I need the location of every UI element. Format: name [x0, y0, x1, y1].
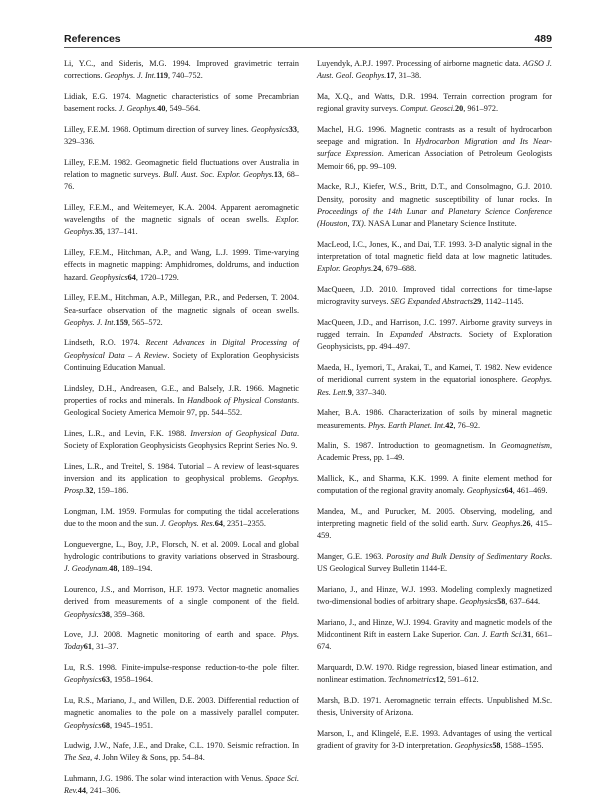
- reference-authors: Malin, S. 1987. Introduction to geomagnetism. In: [317, 441, 501, 451]
- reference-authors: MacQueen, J.D., and Harrison, J.C. 1997. Airborne gravity surveys in rugged terrain. In: [317, 317, 552, 340]
- reference-authors: Lilley, F.E.M., Hitchman, A.P., and Wang, L.J. 1999. Time-varying effects in magnetic mapping: Amphidromes, doldrums, and induction hazard.: [64, 248, 299, 282]
- reference-volume: 159: [115, 317, 128, 327]
- reference-pages: , 241–306.: [85, 786, 121, 796]
- reference-authors: Marquardt, D.W. 1970. Ridge regression, biased linear estimation, and nonlinear estimation.: [317, 663, 552, 685]
- reference-volume: 63: [101, 675, 110, 685]
- reference-volume: 64: [504, 486, 513, 496]
- reference-entry: [64, 584, 299, 621]
- reference-venue: Surv. Geophys.: [472, 519, 523, 529]
- reference-venue: Geophys. J. Int.: [64, 317, 116, 327]
- reference-venue: Space Sci. Rev.: [64, 774, 299, 796]
- reference-entry: [317, 617, 552, 654]
- reference-entry: [64, 773, 299, 798]
- reference-pages: . US Geological Survey Bulletin 1144-E.: [317, 552, 552, 574]
- reference-authors: Manger, G.E. 1963.: [317, 552, 387, 562]
- reference-entry: [317, 58, 552, 83]
- reference-volume: 35: [94, 227, 103, 237]
- reference-volume: 42: [445, 420, 454, 430]
- reference-authors: Lu, R.S., Mariano, J., and Willen, D.E. 2003. Differential reduction of magnetic anomalies to the pole on a massively parallel computer.: [64, 695, 299, 718]
- reference-venue: Geophys. Prosp.: [64, 473, 299, 496]
- reference-authors: Luyendyk, A.P.J. 1997. Processing of airborne magnetic data.: [317, 59, 524, 68]
- reference-venue: Porosity and Bulk Density of Sedimentary Rocks: [386, 552, 550, 562]
- reference-venue: Geophysics: [459, 597, 498, 607]
- reference-pages: , 68–76.: [64, 169, 299, 192]
- reference-pages: . John Wiley & Sons, pp. 54–84.: [98, 753, 205, 763]
- reference-pages: , 1720–1729.: [135, 272, 179, 282]
- reference-authors: MacLeod, I.C., Jones, K., and Dai, T.F. 1993. 3-D analytic signal in the interpretation of total magnetic field data at low magnetic latitudes.: [317, 239, 552, 262]
- reference-venue: Geophysics: [454, 741, 493, 751]
- reference-entry: [317, 91, 552, 116]
- reference-volume: 17: [386, 71, 395, 81]
- reference-entry: [317, 284, 552, 309]
- reference-authors: Ma, X.Q., and Watts, D.R. 1994. Terrain correction program for regional gravity surveys.: [317, 91, 552, 114]
- reference-authors: Lilley, F.E.M., and Weitemeyer, K.A. 2004. Apparent aeromagnetic wavelengths of the magnetic signals of ocean swells.: [64, 202, 299, 225]
- reference-pages: , 329–336.: [64, 124, 299, 147]
- reference-authors: Ludwig, J.W., Nafe, J.E., and Drake, C.L. 1970. Seismic refraction. In: [64, 741, 299, 751]
- reference-pages: , 740–752.: [167, 71, 203, 81]
- reference-venue: Geophysics: [251, 124, 289, 134]
- reference-venue: Hydrocarbon Migration and Its Near-surface Expression: [317, 137, 552, 159]
- reference-pages: , 637–644.: [505, 597, 541, 607]
- reference-volume: 13: [273, 169, 282, 179]
- reference-authors: Marsh, B.D. 1971. Aeromagnetic terrain effects. Unpublished M.Sc. thesis, University of Arizona.: [317, 695, 552, 718]
- reference-volume: 48: [109, 564, 118, 574]
- reference-pages: . Society of Exploration Geophysicists, pp. 494–497.: [317, 330, 552, 352]
- reference-venue: J. Geodynam.: [64, 564, 110, 574]
- reference-pages: , 31–38.: [394, 71, 422, 81]
- reference-pages: , 549–564.: [165, 104, 201, 114]
- reference-pages: , 189–194.: [117, 564, 153, 574]
- reference-volume: 68: [101, 720, 110, 730]
- reference-venue: Explor. Geophys.: [64, 215, 299, 237]
- reference-venue: Can. J. Earth Sci.: [463, 630, 524, 640]
- reference-entry: [317, 362, 552, 399]
- reference-entry: [317, 124, 552, 173]
- reference-authors: Lu, R.S. 1998. Finite-impulse-response reduction-to-the pole filter.: [64, 663, 299, 673]
- reference-authors: Longuevergne, L., Boy, J.P., Florsch, N. et al. 2009. Local and global hydrologic contributions to gravity variations observed in Strasbourg.: [64, 539, 299, 562]
- reference-entry: [317, 181, 552, 230]
- reference-entry: [317, 317, 552, 354]
- reference-authors: Lilley, F.E.M. 1982. Geomagnetic field fluctuations over Australia in relation to magnetic surveys.: [64, 157, 299, 179]
- reference-pages: , 679–688.: [381, 264, 417, 274]
- reference-volume: 64: [127, 272, 136, 282]
- reference-volume: 38: [101, 609, 110, 619]
- reference-pages: , 2351–2355.: [222, 519, 266, 529]
- reference-volume: 119: [156, 71, 168, 81]
- reference-entry: [317, 584, 552, 609]
- reference-authors: Lilley, F.E.M., Hitchman, A.P., Millegan, P.R., and Pedersen, T. 2004. Sea-surface observation of the magnetic signals of ocean swells.: [64, 293, 299, 315]
- reference-volume: 32: [85, 486, 94, 496]
- reference-pages: , 1142–1145.: [481, 297, 524, 307]
- reference-authors: Luhmann, J.G. 1986. The solar wind interaction with Venus.: [64, 774, 266, 783]
- reference-authors: Maher, B.A. 1986. Characterization of soils by mineral magnetic measurements.: [317, 408, 552, 430]
- reference-venue: Bull. Aust. Soc. Explor. Geophys.: [163, 169, 274, 179]
- reference-authors: Mallick, K., and Sharma, K.K. 1999. A finite element method for computation of the regional gravity anomaly.: [317, 473, 552, 496]
- reference-volume: 26: [522, 519, 531, 529]
- reference-pages: , 137–141.: [102, 227, 138, 237]
- reference-venue: Comput. Geosci.: [400, 104, 456, 114]
- reference-venue: Geomagnetism: [500, 441, 550, 451]
- reference-pages: , 159–186.: [93, 486, 129, 496]
- reference-entry: [317, 440, 552, 465]
- reference-entry: [64, 539, 299, 576]
- reference-pages: , 1958–1964.: [109, 675, 153, 685]
- reference-authors: Lourenco, J.S., and Morrison, H.F. 1973. Vector magnetic anomalies derived from measurements of a single component of the field.: [64, 584, 299, 607]
- reference-pages: , Academic Press, pp. 1–49.: [317, 441, 552, 463]
- reference-authors: Mariano, J., and Hinze, W.J. 1994. Gravity and magnetic models of the Midcontinent Rift in eastern Lake Superior.: [317, 617, 552, 640]
- reference-authors: MacQueen, J.D. 2010. Improved tidal corrections for time-lapse microgravity surveys.: [317, 284, 552, 307]
- reference-pages: . Society of Exploration Geophysicists Continuing Education Manual.: [64, 350, 299, 373]
- reference-venue: Explor. Geophys.: [317, 264, 374, 274]
- page-header: [64, 29, 552, 47]
- reference-volume: 31: [523, 630, 532, 640]
- reference-pages: , 1945–1951.: [109, 720, 153, 730]
- reference-authors: Lindsley, D.H., Andreasen, G.E., and Balsely, J.R. 1966. Magnetic properties of rocks and minerals. In: [64, 383, 299, 405]
- reference-entry: [317, 551, 552, 576]
- reference-volume: 40: [157, 104, 166, 114]
- reference-entry: [64, 292, 299, 329]
- reference-entry: [64, 91, 299, 116]
- reference-venue: Proceedings of the 14th Lunar and Planetary Science Conference (Houston, TX): [317, 206, 552, 229]
- reference-venue: Recent Advances in Digital Processing of Geophysical Data – A Review: [64, 338, 300, 360]
- reference-authors: Lindseth, R.O. 1974.: [64, 338, 146, 348]
- reference-column-left: [64, 58, 299, 800]
- reference-venue: J. Geophys. Res.: [160, 519, 215, 529]
- reference-authors: Mariano, J., and Hinze, W.J. 1993. Modeling complexly magnetized two-dimensional bodies of arbitrary shape.: [317, 584, 552, 607]
- reference-volume: 12: [435, 675, 444, 685]
- reference-authors: Lines, L.R., and Levin, F.K. 1988.: [64, 428, 191, 438]
- reference-pages: , 591–612.: [443, 675, 479, 685]
- reference-entry: [64, 383, 299, 420]
- reference-entry: [317, 728, 552, 753]
- reference-pages: , 1588–1595.: [500, 741, 544, 751]
- reference-volume: 44: [77, 786, 86, 796]
- reference-pages: . NASA Lunar and Planetary Science Institute.: [363, 219, 517, 229]
- header-rule: [64, 47, 552, 48]
- reference-pages: . Society of Exploration Geophysicists Geophysics Reprint Series No. 9.: [64, 428, 299, 451]
- reference-venue: Geophys. J. Int.: [104, 71, 157, 81]
- reference-entry: [317, 239, 552, 276]
- reference-pages: , 337–340.: [351, 387, 387, 397]
- reference-venue: Geophysics: [466, 486, 505, 496]
- running-title: References: [64, 33, 121, 45]
- reference-venue: Phys. Earth Planet. Int.: [367, 420, 446, 430]
- reference-entry: [64, 506, 299, 531]
- reference-volume: 58: [492, 741, 501, 751]
- reference-venue: Inversion of Geophysical Data: [190, 428, 297, 438]
- reference-pages: , 661–674.: [317, 630, 552, 652]
- reference-venue: Technometrics: [388, 675, 436, 685]
- reference-pages: , 961–972.: [463, 104, 499, 114]
- reference-entry: [64, 428, 299, 453]
- reference-venue: The Sea, 4: [64, 753, 99, 763]
- reference-entry: [64, 58, 299, 83]
- reference-venue: AGSO J. Aust. Geol. Geophys.: [317, 59, 552, 81]
- reference-entry: [317, 695, 552, 720]
- reference-entry: [64, 662, 299, 687]
- reference-authors: Maeda, H., Iyemori, T., Arakai, T., and Kamei, T. 1982. New evidence of meridional current system in the equatorial ionosphere.: [317, 363, 552, 385]
- reference-volume: 64: [214, 519, 223, 529]
- reference-entry: [64, 695, 299, 732]
- reference-volume: 20: [455, 104, 464, 114]
- reference-venue: Geophysics: [64, 720, 102, 730]
- reference-venue: Geophys. Res. Lett.: [317, 375, 552, 397]
- reference-pages: , 565–572.: [127, 317, 163, 327]
- reference-column-right: [317, 58, 552, 761]
- reference-venue: Expanded Abstracts: [389, 330, 461, 340]
- reference-entry: [64, 124, 299, 149]
- reference-entry: [64, 740, 299, 765]
- reference-authors: Lines, L.R., and Treitel, S. 1984. Tutorial – A review of least-squares inversion and its application to geophysical problems.: [64, 461, 299, 483]
- reference-authors: Macke, R.J., Kiefer, W.S., Britt, D.T., and Consolmagno, G.J. 2010. Density, porosity and magnetic susceptibility of lunar rocks. In: [317, 182, 552, 204]
- reference-authors: Mandea, M., and Purucker, M. 2005. Observing, modeling, and interpreting magnetic field of the solid earth.: [317, 506, 552, 529]
- reference-venue: J. Geophys.: [118, 104, 158, 114]
- reference-pages: , 415–459.: [317, 519, 552, 541]
- reference-pages: , 76–92.: [453, 420, 481, 430]
- reference-venue: Geophysics: [64, 609, 102, 619]
- reference-entry: [317, 506, 552, 543]
- reference-pages: , 31–37.: [91, 642, 119, 652]
- reference-pages: , 461–469.: [512, 486, 548, 496]
- reference-authors: Li, Y.C., and Sideris, M.G. 1994. Improved gravimetric terrain corrections.: [64, 59, 299, 81]
- reference-entry: [317, 473, 552, 498]
- reference-venue: Geophysics: [89, 272, 128, 282]
- reference-authors: Lidiak, E.G. 1974. Magnetic characteristics of some Precambrian basement rocks.: [64, 91, 299, 114]
- reference-authors: Longman, I.M. 1959. Formulas for computing the tidal accelerations due to the moon and the sun.: [64, 506, 299, 529]
- reference-pages: , 359–368.: [109, 609, 145, 619]
- reference-volume: 58: [497, 597, 506, 607]
- reference-entry: [64, 337, 299, 374]
- reference-authors: Love, J.J. 2008. Magnetic monitoring of earth and space.: [64, 630, 282, 640]
- reference-volume: 61: [83, 642, 92, 652]
- reference-entry: [317, 407, 552, 432]
- reference-entry: [64, 247, 299, 284]
- reference-entry: [64, 157, 299, 194]
- reference-volume: 29: [473, 297, 482, 307]
- reference-venue: Geophysics: [64, 675, 102, 685]
- reference-authors: Lilley, F.E.M. 1968. Optimum direction of survey lines.: [64, 124, 252, 134]
- reference-volume: 33: [288, 124, 297, 134]
- reference-pages: . Geological Society America Memoir 97, pp. 544–552.: [64, 395, 299, 418]
- reference-authors: Marson, I., and Klingelé, E.E. 1993. Advantages of using the vertical gradient of gravity for 3-D interpretation.: [317, 728, 552, 751]
- reference-entry: [317, 662, 552, 687]
- reference-pages: . American Association of Petroleum Geologists Memoir 66, pp. 99–109.: [317, 149, 553, 171]
- reference-volume: 9: [347, 387, 352, 397]
- page-number: 489: [534, 33, 552, 45]
- reference-venue: SEG Expanded Abstracts: [390, 297, 474, 307]
- reference-venue: Handbook of Physical Constants: [187, 395, 297, 405]
- reference-authors: Machel, H.G. 1996. Magnetic contrasts as a result of hydrocarbon seepage and migration. In: [317, 124, 552, 147]
- reference-entry: [64, 202, 299, 239]
- reference-venue: Phys. Today: [64, 630, 299, 652]
- reference-entry: [64, 629, 299, 654]
- reference-volume: 24: [373, 264, 382, 274]
- reference-entry: [64, 461, 299, 498]
